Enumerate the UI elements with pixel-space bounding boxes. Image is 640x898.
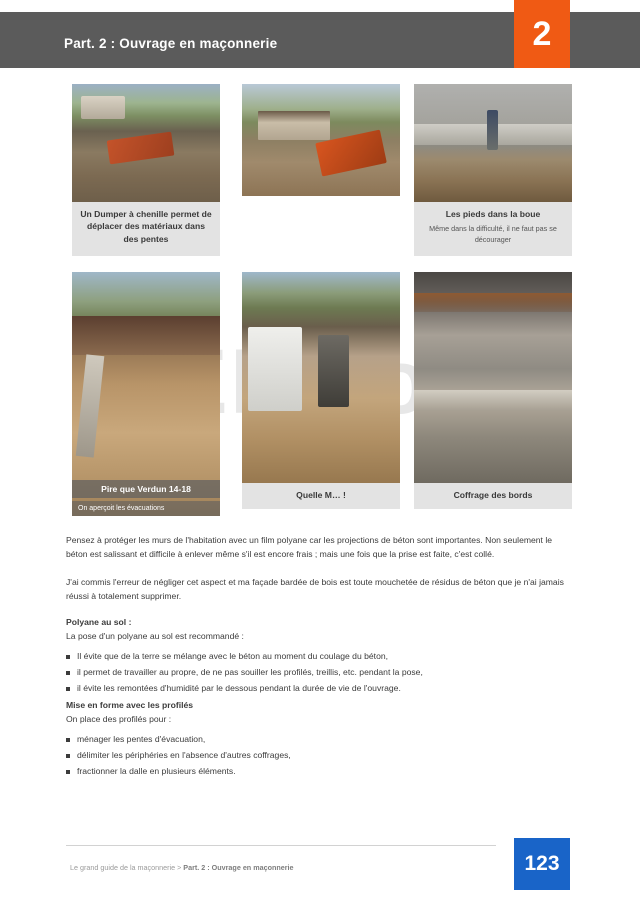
section-title: Mise en forme avec les profilés bbox=[66, 700, 194, 710]
figure-coffrage-des-bords bbox=[414, 272, 572, 509]
body-paragraph-1 bbox=[66, 534, 574, 562]
caption-title: Quelle M… ! bbox=[296, 490, 346, 500]
figure-quelle-m bbox=[242, 272, 400, 509]
list-item: délimiter les périphéries en l'absence d'autres coffrages, bbox=[66, 749, 574, 763]
caption-box bbox=[414, 483, 572, 509]
section-mise-en-forme bbox=[66, 699, 574, 781]
section-lead: La pose d'un polyane au sol est recommandé : bbox=[66, 630, 244, 641]
list-item: Il évite que de la terre se mélange avec le béton au moment du coulage du béton, bbox=[66, 650, 574, 664]
figure-pieds-dans-la-boue bbox=[414, 84, 572, 256]
paragraph-text: J'ai commis l'erreur de négliger cet aspect et ma façade bardée de bois est toute mouchetée de résidus de béton que je n'ai jamais réussi à totalement supprimer. bbox=[66, 577, 564, 601]
photo-dumper-chenille bbox=[72, 84, 220, 202]
footer-divider bbox=[66, 845, 496, 846]
page-title: Part. 2 : Ouvrage en maçonnerie bbox=[64, 36, 278, 51]
breadcrumb-prefix: Le grand guide de la maçonnerie > bbox=[70, 863, 184, 872]
caption-box bbox=[242, 483, 400, 509]
caption-subtitle: Même dans la difficulté, il ne faut pas se décourager bbox=[429, 224, 557, 244]
list-item: il permet de travailler au propre, de ne pas souiller les profilés, treillis, etc. pendant la pose, bbox=[66, 666, 574, 680]
body-paragraph-2 bbox=[66, 576, 574, 604]
bullet-list-polyane bbox=[66, 650, 574, 696]
list-item: fractionner la dalle en plusieurs éléments. bbox=[66, 765, 574, 779]
photo-engin-chantier-maison bbox=[242, 84, 400, 196]
section-polyane-au-sol bbox=[66, 616, 574, 698]
section-lead: On place des profilés pour : bbox=[66, 713, 172, 724]
caption-box bbox=[72, 202, 220, 256]
caption-title: Les pieds dans la boue bbox=[445, 209, 541, 219]
figure-pire-que-verdun bbox=[72, 272, 220, 516]
caption-subtitle: On aperçoit les évacuations bbox=[72, 501, 220, 516]
list-item: ménager les pentes d'évacuation, bbox=[66, 733, 574, 747]
bullet-list-profiles bbox=[66, 733, 574, 779]
caption-box bbox=[414, 202, 572, 256]
photo-terrain-boueux-evacuations bbox=[72, 272, 220, 516]
breadcrumb bbox=[70, 863, 294, 872]
breadcrumb-current: Part. 2 : Ouvrage en maçonnerie bbox=[183, 863, 294, 872]
section-title: Polyane au sol : bbox=[66, 617, 132, 627]
photo-pieds-dans-la-boue bbox=[414, 84, 572, 202]
caption-title: Un Dumper à chenille permet de déplacer des matériaux dans des pentes bbox=[80, 209, 212, 244]
caption-title: Coffrage des bords bbox=[453, 490, 533, 500]
figure-engin-chantier bbox=[242, 84, 400, 196]
caption-title: Pire que Verdun 14-18 bbox=[72, 480, 220, 498]
page-number-badge: 123 bbox=[514, 838, 570, 890]
figure-dumper-chenille bbox=[72, 84, 220, 256]
photo-chantier-desordre bbox=[242, 272, 400, 483]
list-item: il évite les remontées d'humidité par le dessous pendant la durée de vie de l'ouvrage. bbox=[66, 682, 574, 696]
paragraph-text: Pensez à protéger les murs de l'habitation avec un film polyane car les projections de béton sont importantes. Non seulement le béton est salissant et difficile à enlever même s'il est encore frais ; mais une fois que la prise est faite, c'est collé. bbox=[66, 535, 553, 559]
chapter-number-badge: 2 bbox=[514, 0, 570, 68]
photo-coffrage-des-bords bbox=[414, 272, 572, 483]
